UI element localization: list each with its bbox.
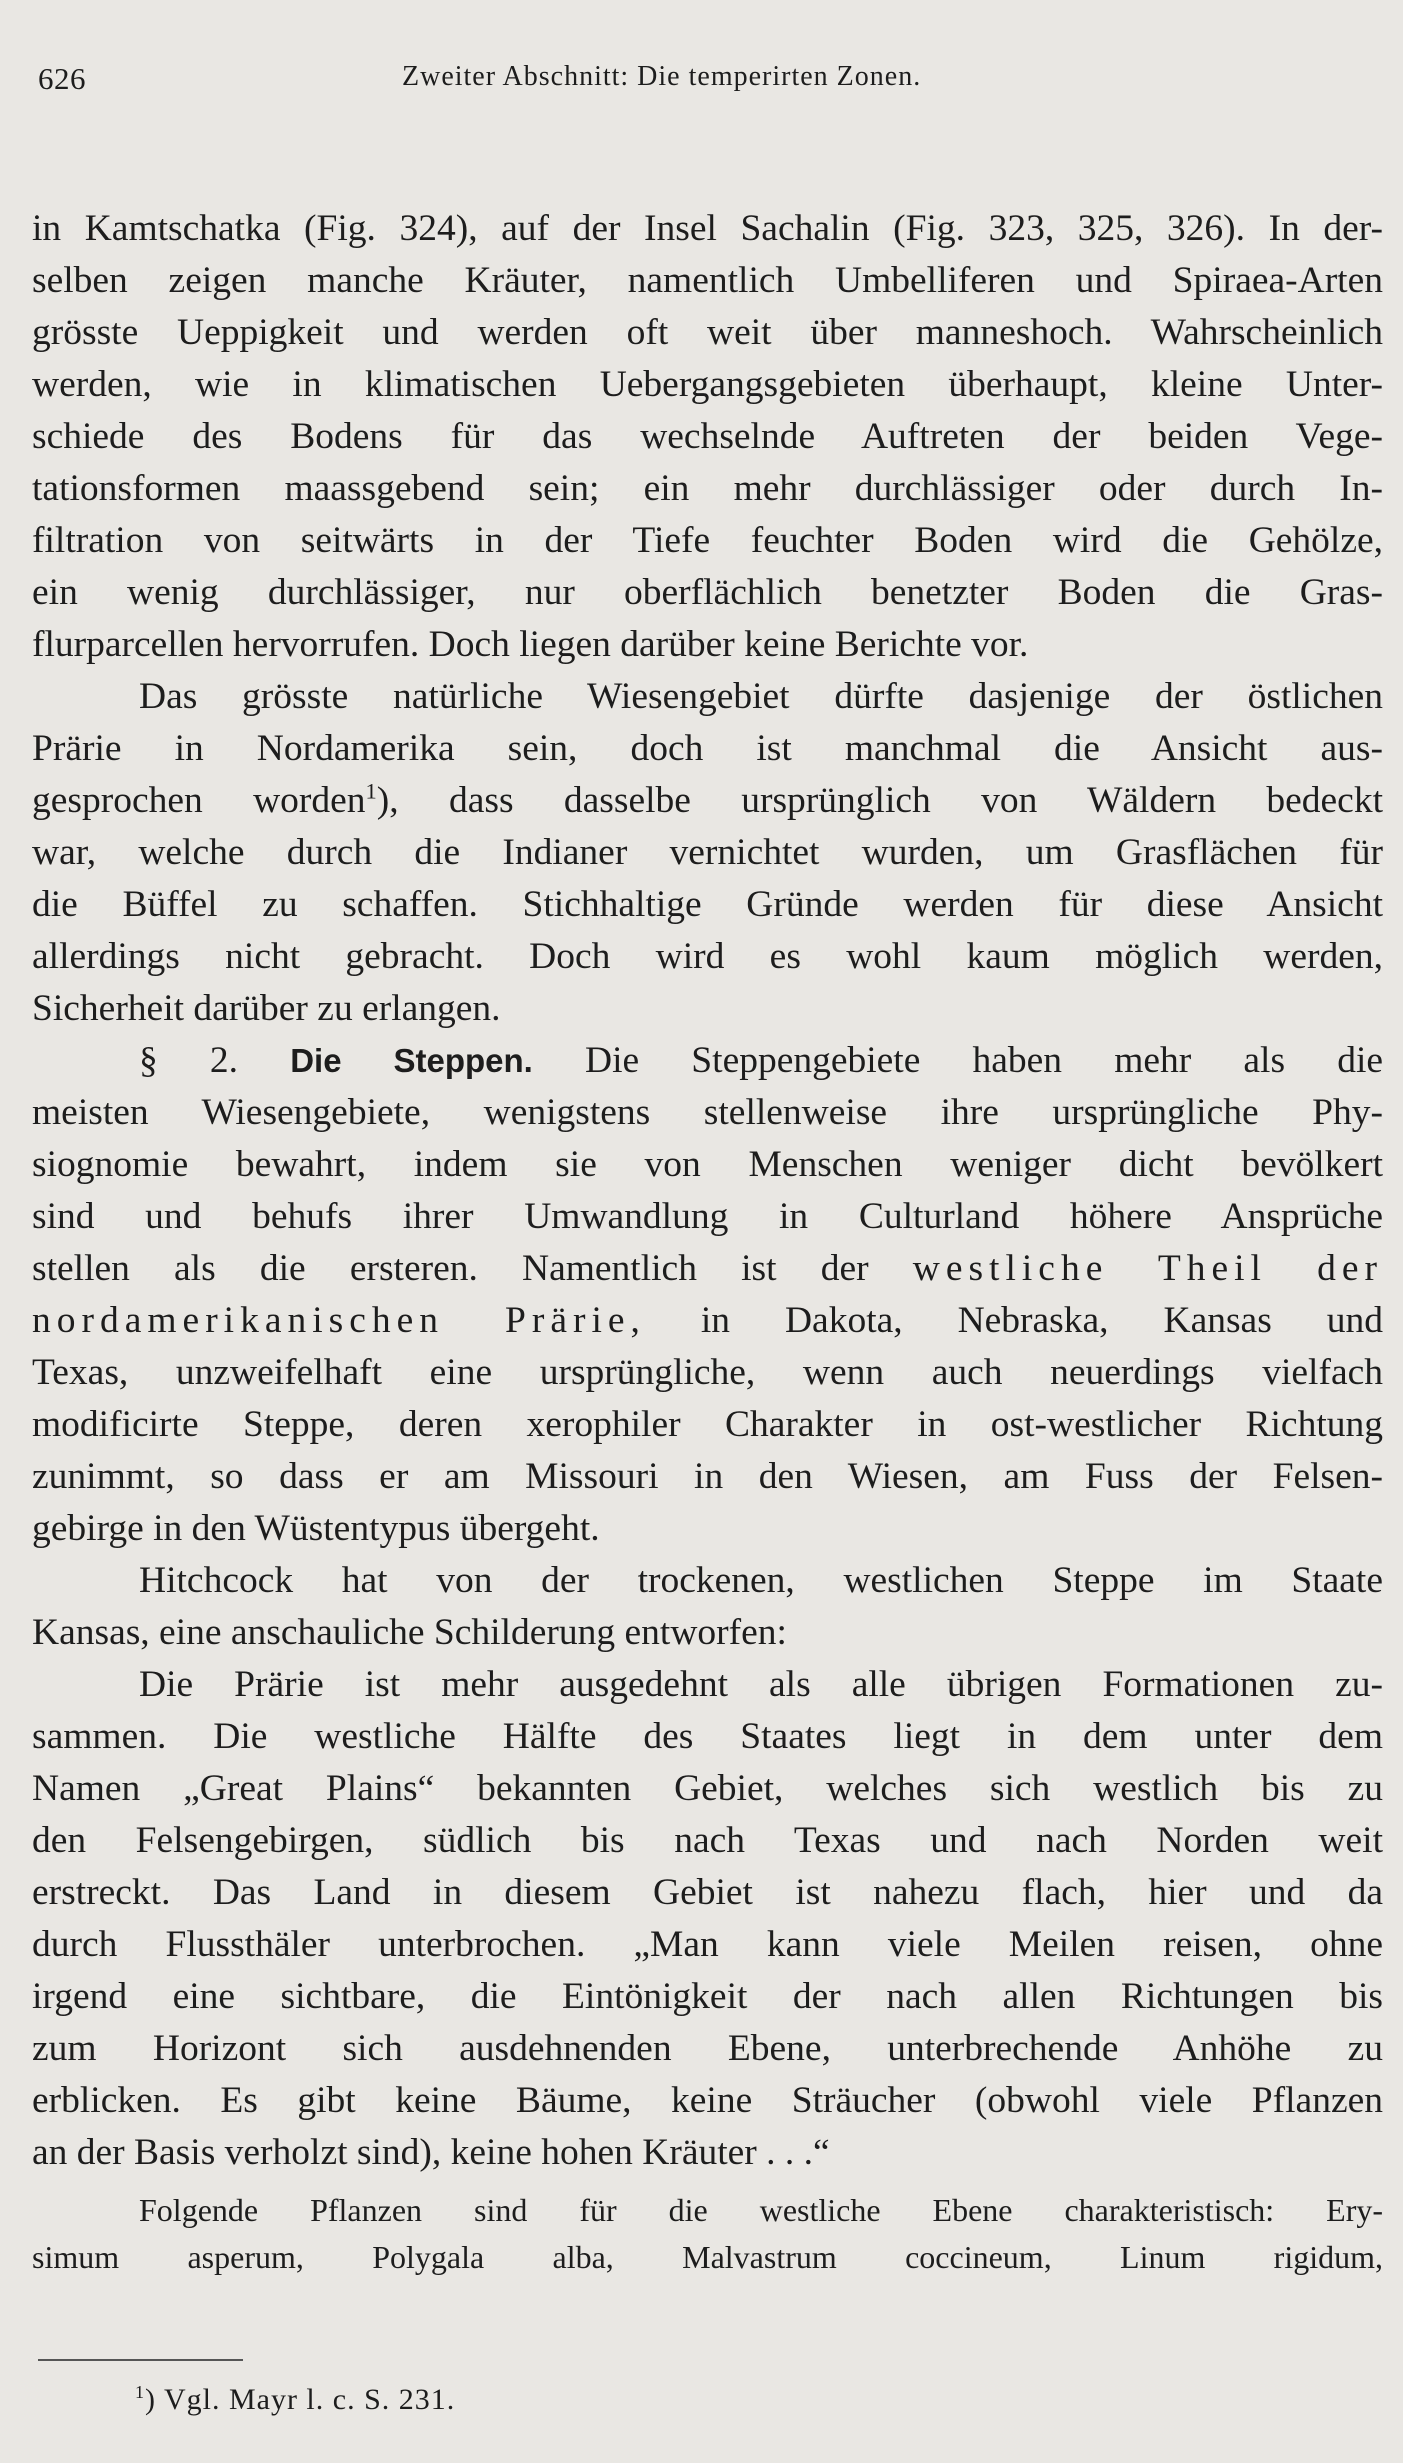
text-line [32,1295,1383,1347]
text-line: an der Basis verholzt sind), keine hohen Kräuter . . .“ [32,2132,830,2173]
paragraph-kamtschatka [32,203,1383,671]
text-line: schiede des Bodens für das wechselnde Auftreten der beiden Vege- [32,416,1383,457]
text-line: den Felsengebirgen, südlich bis nach Texas und nach Norden weit [32,1820,1383,1861]
text-fragment: Die Steppengebiete haben mehr als die [585,1040,1384,1081]
paragraph-quotation [32,1659,1383,2179]
section-heading: Die Steppen. [290,1042,533,1079]
text-line: modificirte Steppe, deren xerophiler Charakter in ost-westlicher Richtung [32,1404,1383,1445]
text-line: zum Horizont sich ausdehnenden Ebene, unterbrechende Anhöhe zu [32,2028,1383,2069]
paragraph-steppen [32,1035,1383,1555]
footnote [32,2383,1383,2417]
text-line: Prärie in Nordamerika sein, doch ist manchmal die Ansicht aus- [32,728,1383,769]
text-line: Folgende Pflanzen sind für die westliche Ebene charakteristisch: Ery- [139,2192,1383,2228]
page-number: 626 [38,61,86,96]
text-line: grösste Ueppigkeit und werden oft weit über manneshoch. Wahrscheinlich [32,312,1383,353]
text-line: Die Prärie ist mehr ausgedehnt als alle übrigen Formationen zu- [139,1664,1383,1705]
text-line: simum asperum, Polygala alba, Malvastrum coccineum, Linum rigidum, [32,2239,1383,2275]
text-fragment: stellen als die ersteren. Namentlich ist der [32,1248,869,1289]
text-line: siognomie bewahrt, indem sie von Menschen weniger dicht bevölkert [32,1144,1383,1185]
text-line: Kansas, eine anschauliche Schilderung entworfen: [32,1612,787,1653]
text-line: Texas, unzweifelhaft eine ursprüngliche, wenn auch neuerdings vielfach [32,1352,1383,1393]
text-fragment: gesprochen worden [32,780,366,821]
text-line: sammen. Die westliche Hälfte des Staates liegt in dem unter dem [32,1716,1383,1757]
text-line: tationsformen maassgebend sein; ein mehr durchlässiger oder durch In- [32,468,1383,509]
text-line: war, welche durch die Indianer vernichtet wurden, um Grasflächen für [32,832,1383,873]
text-line: erstreckt. Das Land in diesem Gebiet ist nahezu flach, hier und da [32,1872,1383,1913]
text-line: sind und behufs ihrer Umwandlung in Culturland höhere Ansprüche [32,1196,1383,1237]
text-line: zunimmt, so dass er am Missouri in den Wiesen, am Fuss der Felsen- [32,1456,1383,1497]
spaced-emphasis: nordamerikanischen Prärie, [32,1300,646,1341]
running-head [32,55,1383,115]
text-line: flurparcellen hervorrufen. Doch liegen darüber keine Berichte vor. [32,624,1029,665]
text-line: Das grösste natürliche Wiesengebiet dürfte dasjenige der östlichen [139,676,1383,717]
text-line: filtration von seitwärts in der Tiefe feuchter Boden wird die Gehölze, [32,520,1383,561]
paragraph-plant-list [32,2187,1383,2281]
text-line: Sicherheit darüber zu erlangen. [32,988,501,1029]
text-line: meisten Wiesengebiete, wenigstens stellenweise ihre ursprüngliche Phy- [32,1092,1383,1133]
paragraph-hitchcock [32,1555,1383,1659]
text-line: erblicken. Es gibt keine Bäume, keine Sträucher (obwohl viele Pflanzen [32,2080,1383,2121]
text-line: in Kamtschatka (Fig. 324), auf der Insel Sachalin (Fig. 323, 325, 326). In der- [32,208,1383,249]
text-line: werden, wie in klimatischen Uebergangsgebieten überhaupt, kleine Unter- [32,364,1383,405]
spaced-emphasis: westliche Theil der [912,1248,1383,1289]
footnote-reference: 1 [365,778,377,804]
text-line: gebirge in den Wüstentypus übergeht. [32,1508,600,1549]
text-line: Hitchcock hat von der trockenen, westlichen Steppe im Staate [139,1560,1383,1601]
text-line [32,1243,1383,1295]
text-fragment: in Dakota, Nebraska, Kansas und [700,1300,1383,1341]
text-line [32,1035,1383,1087]
section-number: § 2. [139,1040,239,1081]
footnote-mark: 1 [135,2382,145,2402]
body-text [32,203,1383,2281]
text-line: die Büffel zu schaffen. Stichhaltige Gründe werden für diese Ansicht [32,884,1383,925]
footnote-rule [38,2359,243,2361]
text-line: allerdings nicht gebracht. Doch wird es wohl kaum möglich werden, [32,936,1383,977]
footnote-text: ) Vgl. Mayr l. c. S. 231. [145,2383,456,2416]
text-line: durch Flussthäler unterbrochen. „Man kann viele Meilen reisen, ohne [32,1924,1383,1965]
text-line: ein wenig durchlässiger, nur oberflächlich benetzter Boden die Gras- [32,572,1383,613]
text-line [32,775,1383,827]
paragraph-praerie [32,671,1383,1035]
text-fragment: ), dass dasselbe ursprünglich von Wäldern bedeckt [376,780,1383,821]
text-line: irgend eine sichtbare, die Eintönigkeit der nach allen Richtungen bis [32,1976,1383,2017]
text-line: selben zeigen manche Kräuter, namentlich Umbelliferen und Spiraea-Arten [32,260,1383,301]
running-title: Zweiter Abschnitt: Die temperirten Zonen. [402,61,922,92]
text-line: Namen „Great Plains“ bekannten Gebiet, welches sich westlich bis zu [32,1768,1383,1809]
